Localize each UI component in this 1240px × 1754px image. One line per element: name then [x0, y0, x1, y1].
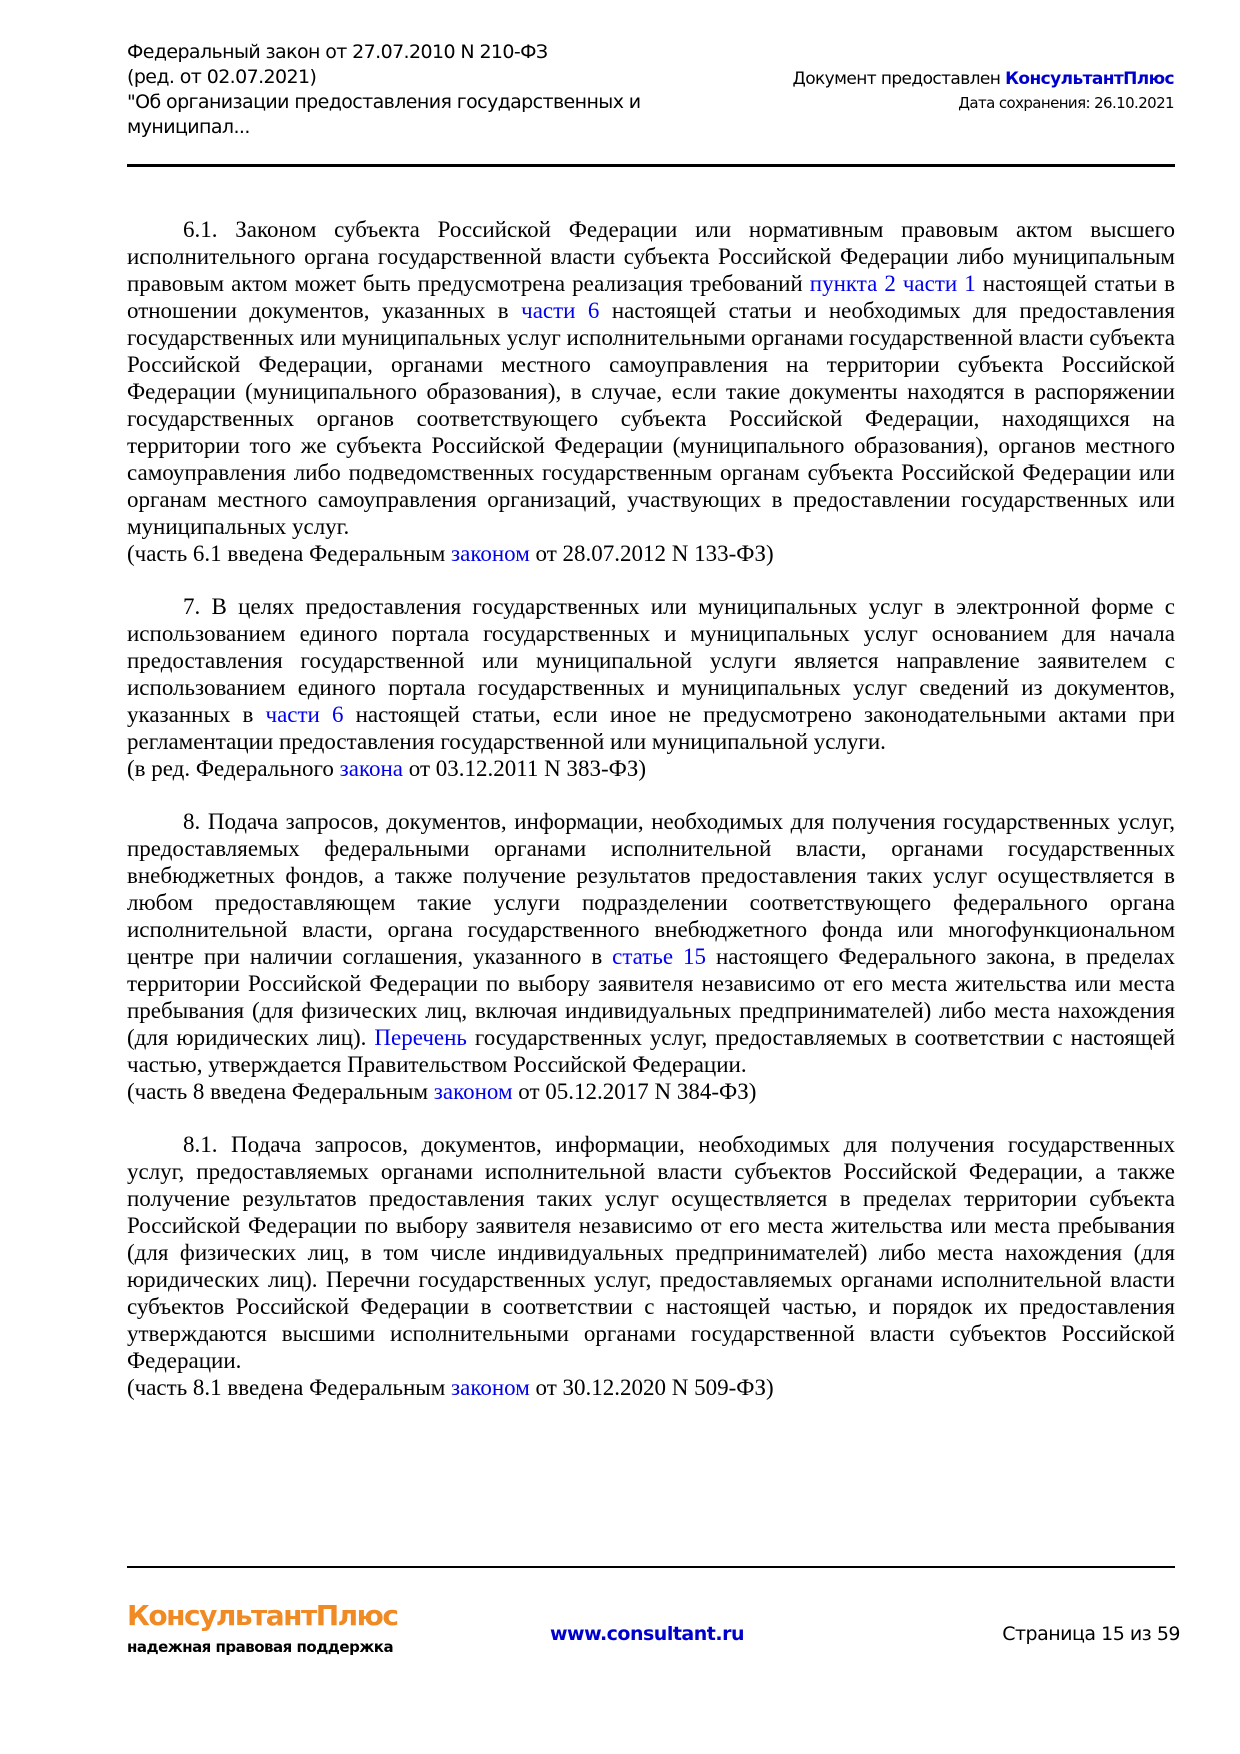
law-reference-link[interactable]: законом	[451, 1375, 530, 1400]
page-number: Страница 15 из 59	[1002, 1623, 1180, 1645]
footer-logo: КонсультантПлюс	[127, 1599, 398, 1632]
brand-name: КонсультантПлюс	[1005, 69, 1174, 89]
amendment-note	[127, 1374, 1175, 1401]
amendment-note	[127, 540, 1175, 567]
paragraph	[127, 593, 1175, 755]
header-divider	[127, 164, 1175, 167]
law-reference-link[interactable]: законом	[433, 1079, 513, 1104]
text-segment: (часть 8 введена Федеральным	[127, 1079, 434, 1104]
footer-tagline: надежная правовая поддержка	[127, 1638, 394, 1656]
law-reference-link[interactable]: статье 15	[612, 944, 707, 969]
title-line: (ред. от 02.07.2021)	[127, 66, 317, 88]
provided-by-label: Документ предоставлен	[792, 69, 1006, 89]
document-body	[127, 216, 1175, 1427]
title-line: муниципал...	[127, 116, 250, 138]
law-reference-link[interactable]: части 6	[521, 298, 600, 323]
text-segment: от 05.12.2017 N 384-ФЗ)	[512, 1079, 757, 1104]
title-line: "Об организации предоставления государственных и	[127, 91, 641, 113]
amendment-note	[127, 755, 1175, 782]
saved-date: Дата сохранения: 26.10.2021	[958, 94, 1174, 112]
text-segment: настоящей статьи в отношении документов, указанных в	[127, 271, 1175, 323]
document-title	[127, 40, 727, 140]
text-segment: 8. Подача запросов, документов, информации, необходимых для получения государственных услуг, предоставляемых федеральными органами исполнительной власти, органами государственных внебюджетных фондов, а также получение результатов предоставления таких услуг осуществляется в любом предоставляющем такие услуги подразделении соответствующего федерального органа исполнительной власти, органа государственного внебюджетного фонда или многофункциональном центре при наличии соглашения, указанного в	[127, 809, 1175, 969]
law-reference-link[interactable]: части 6	[265, 702, 344, 727]
text-segment: (часть 6.1 введена Федеральным	[127, 541, 452, 566]
law-reference-link[interactable]: пункта 2 части 1	[809, 271, 976, 296]
amendment-note	[127, 1078, 1175, 1105]
text-segment: (часть 8.1 введена Федеральным	[127, 1375, 452, 1400]
paragraph	[127, 216, 1175, 540]
footer-divider	[127, 1566, 1175, 1568]
text-segment: настоящего Федерального закона, в пределах территории Российской Федерации по выбору заявителя независимо от его места жительства или места пребывания (для физических лиц, включая индивидуальных предпринимателей) либо места нахождения (для юридических лиц).	[127, 944, 1175, 1050]
provider-info	[793, 67, 1174, 115]
text-segment: 8.1. Подача запросов, документов, информации, необходимых для получения государственных услуг, предоставляемых органами исполнительной власти субъектов Российской Федерации, а также получение результатов предоставления таких услуг осуществляется в пределах территории субъекта Российской Федерации по выбору заявителя независимо от его места жительства или места пребывания (для физических лиц, в том числе индивидуальных предпринимателей) либо места нахождения (для юридических лиц). Перечни государственных услуг, предоставляемых органами исполнительной власти субъектов Российской Федерации в соответствии с настоящей частью, и порядок их предоставления утверждаются высшими исполнительными органами государственной власти субъектов Российской Федерации.	[127, 1132, 1175, 1373]
title-line: Федеральный закон от 27.07.2010 N 210-ФЗ	[127, 41, 548, 63]
text-segment: от 28.07.2012 N 133-ФЗ)	[529, 541, 774, 566]
text-segment: настоящей статьи и необходимых для предоставления государственных или муниципальных услуг исполнительными органами государственной власти субъекта Российской Федерации, органами местного самоуправления на территории субъекта Российской Федерации (муниципального образования), в случае, если такие документы находятся в распоряжении государственных органов соответствующего субъекта Российской Федерации, находящихся на территории того же субъекта Российской Федерации (муниципального образования), органов местного самоуправления либо подведомственных государственным органам субъекта Российской Федерации или органам местного самоуправления организаций, участвующих в предоставлении государственных или муниципальных услуг.	[127, 298, 1175, 539]
paragraph	[127, 808, 1175, 1078]
law-reference-link[interactable]: закона	[339, 756, 403, 781]
text-segment: от 30.12.2020 N 509-ФЗ)	[529, 1375, 774, 1400]
text-segment: 7. В целях предоставления государственных или муниципальных услуг в электронной форме с использованием единого портала государственных и муниципальных услуг основанием для начала предоставления государственной или муниципальной услуги является направление заявителем с использованием единого портала государственных и муниципальных услуг сведений из документов, указанных в	[127, 594, 1175, 727]
text-segment: (в ред. Федерального	[127, 756, 340, 781]
text-segment: настоящей статьи, если иное не предусмотрено законодательными актами при регламентации предоставления государственной или муниципальной услуги.	[127, 702, 1175, 754]
law-reference-link[interactable]: Перечень	[374, 1025, 467, 1050]
text-segment: государственных услуг, предоставляемых в соответствии с настоящей частью, утверждается Правительством Российской Федерации.	[127, 1025, 1176, 1077]
law-reference-link[interactable]: законом	[451, 541, 530, 566]
website-link[interactable]: www.consultant.ru	[550, 1623, 744, 1645]
text-segment: 6.1. Законом субъекта Российской Федерации или нормативным правовым актом высшего исполнительного органа государственной власти субъекта Российской Федерации либо муниципальным правовым актом может быть предусмотрена реализация требований	[127, 217, 1175, 296]
paragraph	[127, 1131, 1175, 1374]
text-segment: от 03.12.2011 N 383-ФЗ)	[403, 756, 647, 781]
